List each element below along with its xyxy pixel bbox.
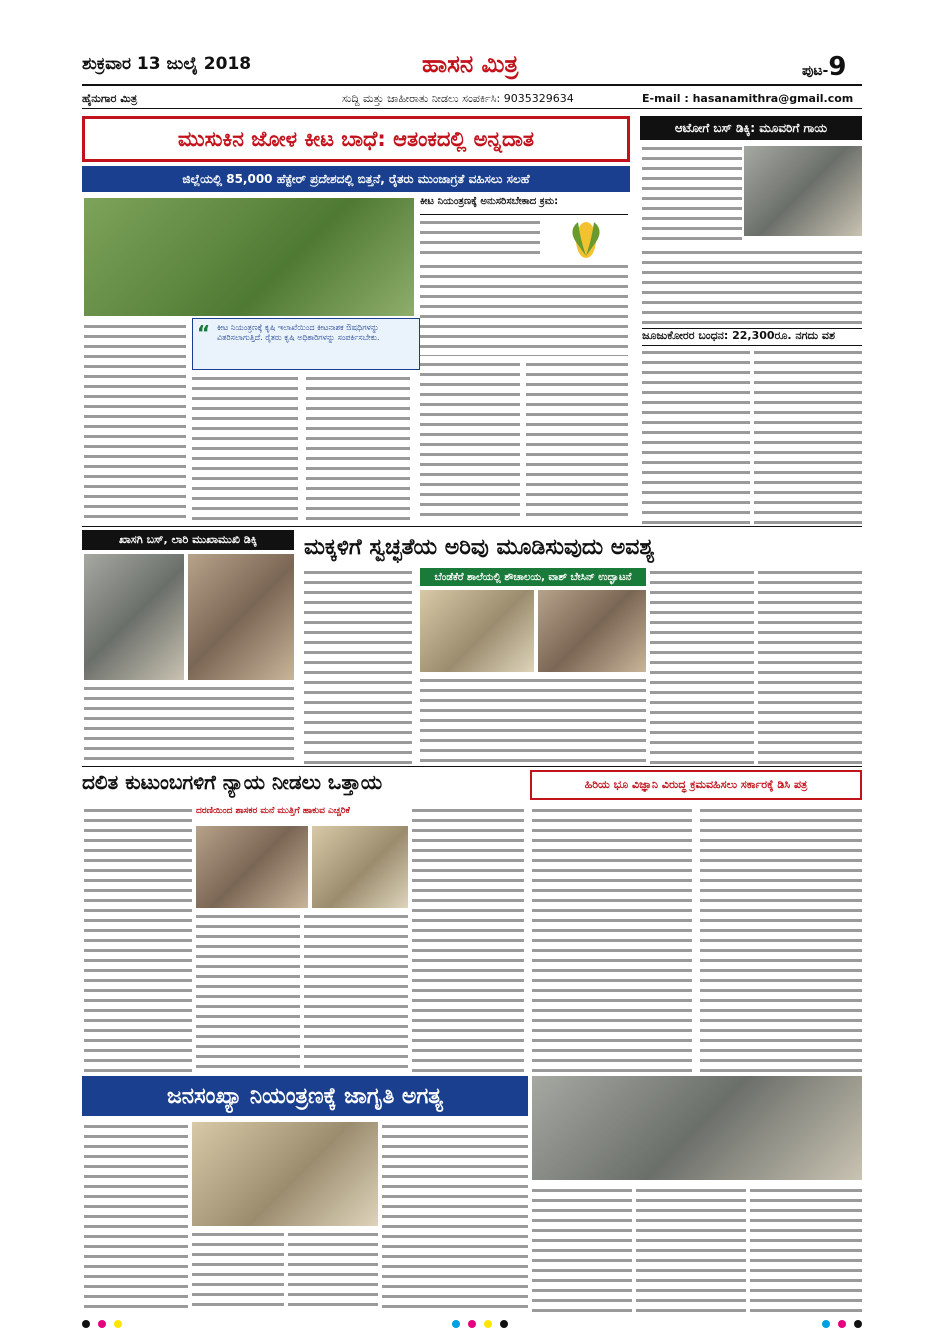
center-headline: ಮಕ್ಕಳಿಗೆ ಸ್ವಚ್ಛತೆಯ ಅರಿವು ಮೂಡಿಸುವುದು ಅವಶ್ಯ xyxy=(304,534,655,560)
right-headline-gambling: ಜೂಜುಕೋರರ ಬಂಧನ: 22,300ರೂ. ನಗದು ವಶ xyxy=(642,328,862,346)
geology-col-1 xyxy=(532,806,692,1072)
dalit-col-1 xyxy=(84,806,192,1072)
lead-column-1 xyxy=(84,322,186,522)
right-headline-accident: ಆಟೋಗೆ ಬಸ್ ಡಿಕ್ಕಿ: ಮೂವರಿಗೆ ಗಾಯ xyxy=(640,116,862,140)
lead-column-2 xyxy=(192,374,298,522)
lead-column-3 xyxy=(306,374,410,522)
accident-text xyxy=(642,144,742,244)
section-rule-2 xyxy=(82,766,862,767)
page-number xyxy=(802,52,846,82)
subhead-left: ಹೈನುಗಾರ ಮಿತ್ರ xyxy=(82,92,138,105)
lead-photo-farm xyxy=(84,198,414,316)
dalit-subheadline: ದರಣಿಯಿಂದ ಶಾಸಕರ ಮನೆ ಮುತ್ತಿಗೆ ಹಾಕುವ ಎಚ್ಚರಿಕೆ xyxy=(196,806,350,816)
center-text-col-2 xyxy=(420,676,646,764)
center-text-col-1 xyxy=(304,568,412,764)
rally-col-2 xyxy=(636,1186,746,1312)
gambling-col-2 xyxy=(754,348,862,524)
geology-col-2 xyxy=(700,806,862,1072)
dalit-col-4 xyxy=(412,806,524,1072)
population-col-3 xyxy=(288,1230,378,1312)
quote-icon: “ xyxy=(197,321,211,345)
lead-column-5 xyxy=(526,360,628,522)
lead-column-4 xyxy=(420,360,520,522)
lead-quote-text: ಕೀಟ ನಿಯಂತ್ರಣಕ್ಕೆ ಕೃಷಿ ಇಲಾಖೆಯಿಂದ ಕೀಟನಾಶಕ ಔಷಧಿಗಳನ್ನು ವಿತರಿಸಲಾಗುತ್ತಿದೆ. ರೈತರು ಕೃಷಿ ಅಧಿಕಾರಿಗಳನ್ನು ಸಂಪರ್ಕಿಸಬೇಕು. xyxy=(217,323,380,342)
subhead-contact: ಸುದ್ದಿ ಮತ್ತು ಜಾಹೀರಾತು ನೀಡಲು ಸಂಪರ್ಕಿಸಿ: 9035329634 xyxy=(342,92,574,105)
subhead-email: E-mail : hasanamithra@gmail.com xyxy=(642,92,854,105)
bus-lorry-photo-1 xyxy=(84,554,184,680)
lead-headline: ಮುಸುಕಿನ ಜೋಳ ಕೀಟ ಬಾಧೆ: ಆತಂಕದಲ್ಲಿ ಅನ್ನದಾತ xyxy=(82,116,630,162)
school-photo-2 xyxy=(538,590,646,672)
accident-photo xyxy=(744,146,862,236)
paper-name: ಹಾಸನ ಮಿತ್ರ xyxy=(422,50,519,78)
masthead xyxy=(82,50,862,86)
rally-col-1 xyxy=(532,1186,632,1312)
school-photo-1 xyxy=(420,590,534,672)
page-label: ಪುಟ- xyxy=(802,63,829,79)
dalit-col-3 xyxy=(304,912,408,1072)
gambling-col-1 xyxy=(642,348,750,524)
issue-date: ಶುಕ್ರವಾರ 13 ಜುಲೈ 2018 xyxy=(82,54,252,74)
lead-quote-box xyxy=(192,318,420,370)
dalit-headline: ದಲಿತ ಕುಟುಂಬಗಳಿಗೆ ನ್ಯಾಯ ನೀಡಲು ಒತ್ತಾಯ xyxy=(82,770,383,794)
lead-box-title: ಕೀಟ ನಿಯಂತ್ರಣಕ್ಕೆ ಅನುಸರಿಸಬೇಕಾದ ಕ್ರಮ: xyxy=(420,196,628,215)
geology-headline: ಹಿರಿಯ ಭೂ ವಿಜ್ಞಾನಿ ವಿರುದ್ಧ ಕ್ರಮವಹಿಸಲು ಸರ್ಕಾರಕ್ಕೆ ಡಿಸಿ ಪತ್ರ xyxy=(530,770,862,800)
subhead-rule xyxy=(82,108,862,109)
dalit-photo-1 xyxy=(196,826,308,908)
lead-subheadline: ಜಿಲ್ಲೆಯಲ್ಲಿ 85,000 ಹೆಕ್ಟೇರ್ ಪ್ರದೇಶದಲ್ಲಿ ಬಿತ್ತನೆ, ರೈತರು ಮುಂಜಾಗ್ರತೆ ವಹಿಸಲು ಸಲಹೆ xyxy=(82,166,630,192)
section-rule-1 xyxy=(82,526,862,527)
center-text-col-3 xyxy=(650,568,754,764)
bus-lorry-text xyxy=(84,684,294,764)
dalit-col-2 xyxy=(196,912,300,1072)
registration-dot-icon xyxy=(452,1320,508,1328)
accident-text-2 xyxy=(642,248,862,324)
left-headline-bus-lorry: ಖಾಸಗಿ ಬಸ್, ಲಾರಿ ಮುಖಾಮುಖಿ ಡಿಕ್ಕಿ xyxy=(82,530,294,550)
population-col-1 xyxy=(84,1122,188,1312)
rally-col-3 xyxy=(750,1186,862,1312)
page-number-value: 9 xyxy=(828,52,847,82)
corn-icon xyxy=(548,220,624,260)
center-subheadline: ಬೆಂಡೆಕೆರೆ ಶಾಲೆಯಲ್ಲಿ ಶೌಚಾಲಯ, ವಾಶ್ ಬೇಸಿನ್ ಉದ್ಘಾಟನೆ xyxy=(420,568,646,586)
population-col-4 xyxy=(382,1122,528,1312)
population-event-photo xyxy=(192,1122,378,1226)
bus-lorry-photo-2 xyxy=(188,554,294,680)
lead-box-text-2 xyxy=(420,262,628,356)
dalit-photo-2 xyxy=(312,826,408,908)
lead-box-text xyxy=(420,218,540,258)
population-col-2 xyxy=(192,1230,284,1312)
center-text-col-4 xyxy=(758,568,862,764)
registration-dot-icon xyxy=(822,1320,862,1328)
population-headline: ಜನಸಂಖ್ಯಾ ನಿಯಂತ್ರಣಕ್ಕೆ ಜಾಗೃತಿ ಅಗತ್ಯ xyxy=(82,1076,528,1116)
registration-dot-icon xyxy=(82,1320,122,1328)
subhead-bar xyxy=(82,92,862,108)
masthead-rule xyxy=(82,84,862,86)
rally-photo xyxy=(532,1076,862,1180)
